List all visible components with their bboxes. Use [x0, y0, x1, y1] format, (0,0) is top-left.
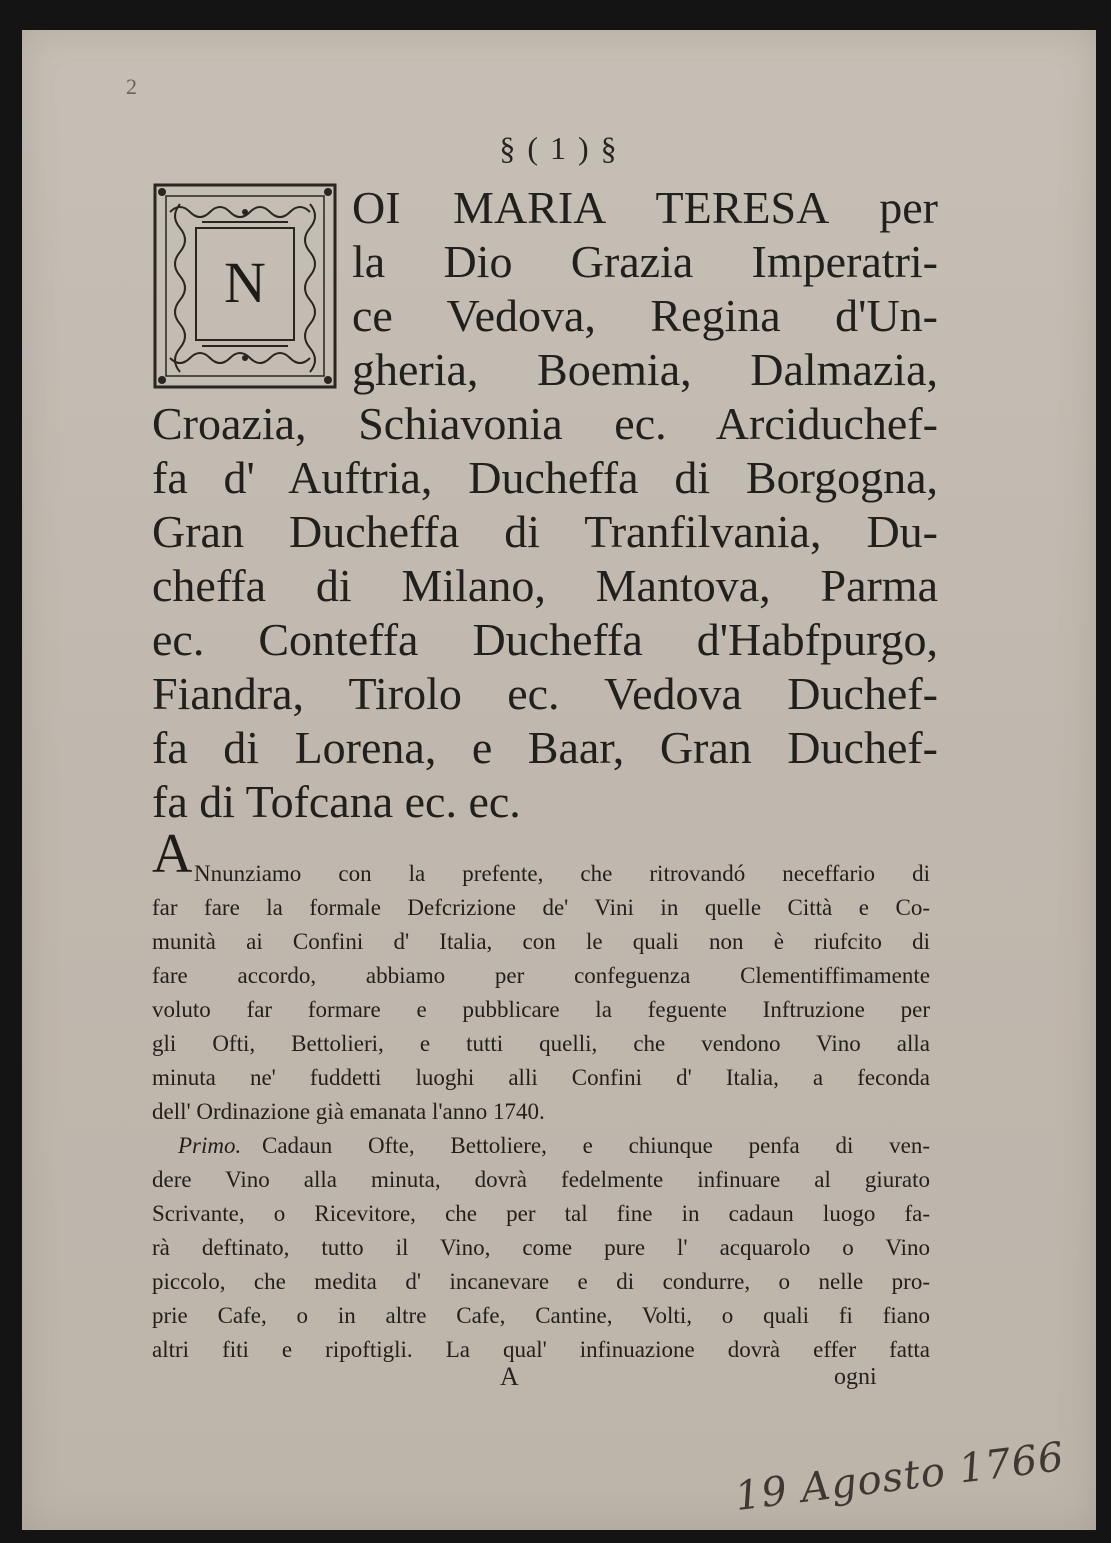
document-page [22, 30, 1096, 1530]
primo-line-5: piccolo, che medita d' incanevare e di condurre, o nelle pro- [152, 1269, 930, 1294]
title-line-5: Croazia, Schiavonia ec. Arciduchef- [152, 398, 938, 449]
body-dropcap: A [152, 823, 193, 885]
body-line-2: far fare la formale Defcrizione de' Vini in quelle Città e Co- [152, 895, 930, 920]
handwritten-date: 19 Agosto 1766 [732, 1433, 1067, 1521]
title-line-12: fa di Tofcana ec. ec. [152, 776, 521, 827]
body-line-3: munità ai Confini d' Italia, con le quali non è riufcito di [152, 929, 930, 954]
title-line-10: Fiandra, Tirolo ec. Vedova Duchef- [152, 668, 938, 719]
body-line-6: gli Ofti, Bettolieri, e tutti quelli, che vendono Vino alla [152, 1031, 930, 1056]
title-line-7: Gran Ducheffa di Tranfilvania, Du- [152, 506, 938, 557]
title-line-8: cheffa di Milano, Mantova, Parma [152, 560, 938, 611]
primo-line-3: Scrivante, o Ricevitore, che per tal fine in cadaun luogo fa- [152, 1201, 930, 1226]
catchword: ogni [834, 1364, 877, 1390]
title-line-1: OI MARIA TERESA per [352, 182, 938, 233]
title-line-9: ec. Conteffa Ducheffa d'Habfpurgo, [152, 614, 938, 665]
signature-mark: A [500, 1362, 519, 1391]
primo-line-6: prie Cafe, o in altre Cafe, Cantine, Volti, o quali fi fiano [152, 1303, 930, 1328]
initial-letter-n: N [224, 250, 266, 315]
ornamental-initial [152, 182, 338, 390]
body-line-5: voluto far formare e pubblicare la feguente Inftruzione per [152, 997, 930, 1022]
body-line-4: fare accordo, abbiamo per confeguenza Clementiffimamente [152, 963, 930, 988]
title-line-2: la Dio Grazia Imperatri- [352, 236, 938, 287]
title-line-6: fa d' Auftria, Ducheffa di Borgogna, [152, 452, 938, 503]
primo-line-7: altri fiti e ripoftigli. La qual' infinuazione dovrà effer fatta [152, 1337, 930, 1362]
body-line-8: dell' Ordinazione già emanata l'anno 1740. [152, 1099, 545, 1124]
primo-line-1: Cadaun Ofte, Bettoliere, e chiunque penfa di ven- [262, 1133, 930, 1158]
title-line-3: ce Vedova, Regina d'Un- [352, 290, 938, 341]
corner-pencil-mark: 2 [126, 74, 137, 99]
title-line-4: gheria, Boemia, Dalmazia, [352, 344, 938, 395]
body-line-1: Nnunziamo con la prefente, che ritrovandó neceffario di [194, 861, 930, 886]
body-line-7: minuta ne' fuddetti luoghi alli Confini d' Italia, a feconda [152, 1065, 930, 1090]
primo-label: Primo. [178, 1133, 242, 1158]
page-header: § ( 1 ) § [499, 130, 619, 166]
title-line-11: fa di Lorena, e Baar, Gran Duchef- [152, 722, 938, 773]
primo-line-2: dere Vino alla minuta, dovrà fedelmente infinuare al giurato [152, 1167, 930, 1192]
primo-line-4: rà deftinato, tutto il Vino, come pure l' acquarolo o Vino [152, 1235, 930, 1260]
